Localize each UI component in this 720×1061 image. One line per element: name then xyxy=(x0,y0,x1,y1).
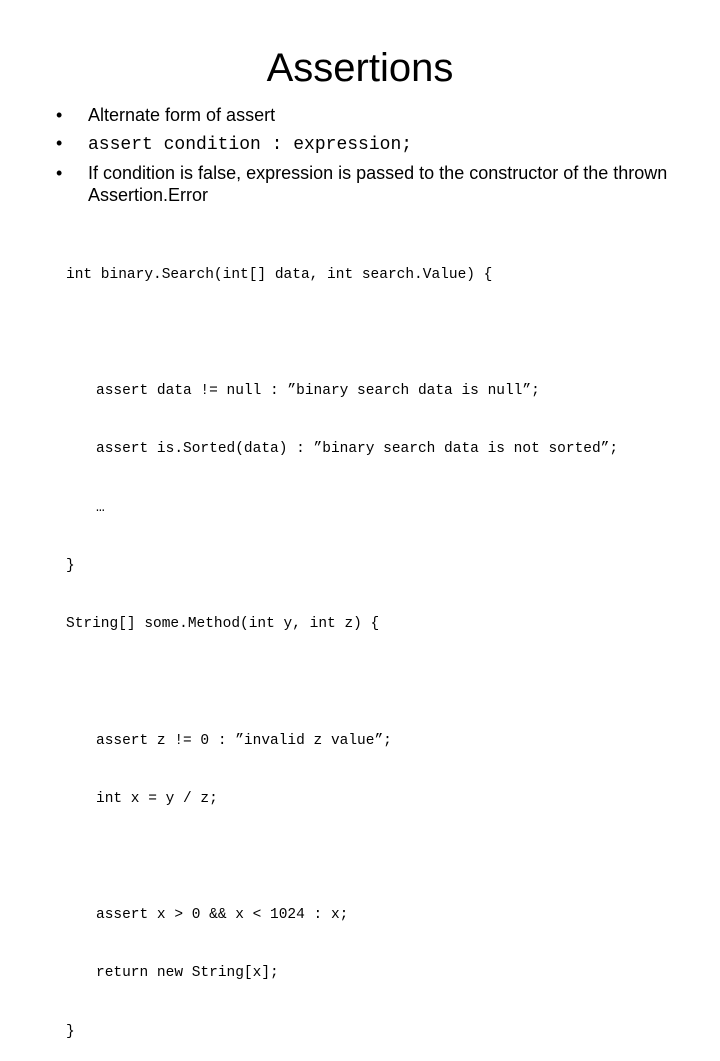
bullet-item xyxy=(56,132,676,156)
bullet-text: Alternate form of assert xyxy=(88,105,276,125)
bullet-item xyxy=(56,162,676,206)
bullet-text: If condition is false, expression is passed to the constructor of the thrown Assertion.Error xyxy=(88,163,668,205)
code-line: assert x > 0 && x < 1024 : x; xyxy=(96,907,349,924)
code-line: } xyxy=(66,557,75,574)
code-line: assert z != 0 : ”invalid z value”; xyxy=(96,732,392,749)
code-line: int binary.Search(int[] data, int search.Value) { xyxy=(66,266,493,283)
code-line: String[] some.Method(int y, int z) { xyxy=(66,616,380,633)
code-line: … xyxy=(96,499,105,516)
code-block xyxy=(66,227,716,1061)
code-line: assert is.Sorted(data) : ”binary search data is not sorted”; xyxy=(96,441,619,458)
bullet-item xyxy=(56,104,676,126)
bullet-marker: • xyxy=(56,133,63,153)
code-line: int x = y / z; xyxy=(96,790,218,807)
code-line: return new String[x]; xyxy=(96,965,279,982)
bullet-code-text: assert condition : expression; xyxy=(88,135,413,155)
code-line xyxy=(66,324,716,343)
code-line: assert data != null : ”binary search data is null”; xyxy=(96,383,540,400)
bullet-list xyxy=(56,104,676,212)
code-line: } xyxy=(66,1023,75,1040)
slide-title: Assertions xyxy=(266,46,454,90)
code-line xyxy=(66,673,716,692)
bullet-marker: • xyxy=(56,105,63,125)
code-line xyxy=(66,848,716,867)
bullet-marker: • xyxy=(56,163,63,183)
